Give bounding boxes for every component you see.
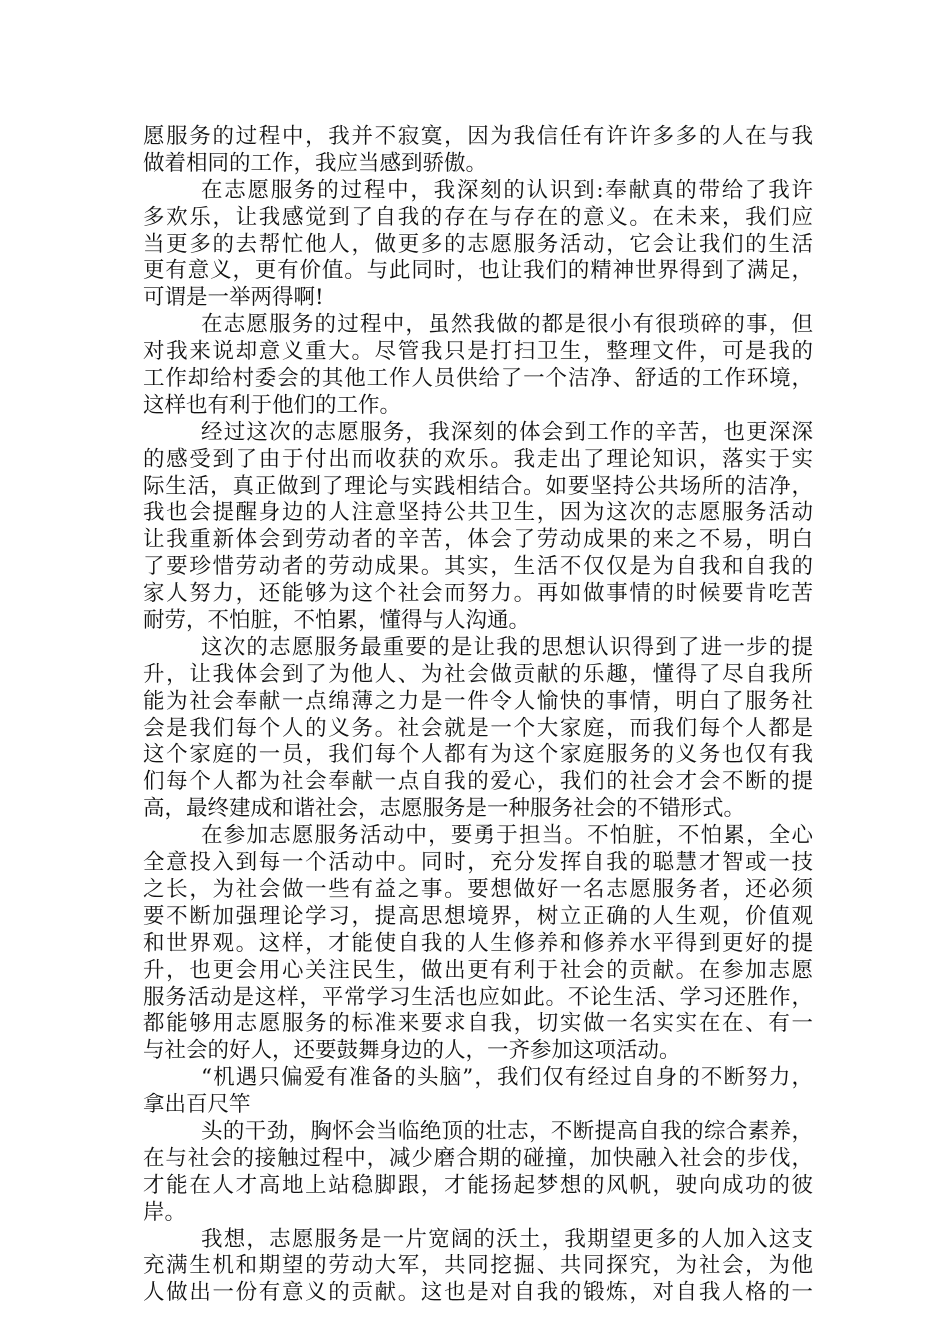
text-line: 更有意义，更有价值。与此同时，也让我们的精神世界得到了满足，: [143, 258, 813, 284]
text-line: 际生活，真正做到了理论与实践相结合。如要坚持公共场所的洁净，: [143, 473, 813, 499]
text-line: 这个家庭的一员，我们每个人都有为这个家庭服务的义务也仅有我: [143, 742, 813, 768]
document-page: [143, 124, 813, 1307]
text-line: “机遇只偏爱有准备的头脑”，我们仅有经过自身的不断努力，: [201, 1065, 813, 1091]
text-line: 充满生机和期望的劳动大军，共同挖掘、共同探究，为社会，为他: [143, 1253, 813, 1279]
text-line: 头的干劲，胸怀会当临绝顶的壮志，不断提高自我的综合素养，: [201, 1118, 813, 1144]
text-line: 才能在人才高地上站稳脚跟，才能扬起梦想的风帆，驶向成功的彼: [143, 1172, 813, 1198]
text-line: 的感受到了由于付出而收获的欢乐。我走出了理论知识，落实于实: [143, 446, 813, 472]
text-line: 耐劳，不怕脏，不怕累，懂得与人沟通。: [143, 608, 531, 634]
text-line: 能为社会奉献一点绵薄之力是一件令人愉快的事情，明白了服务社: [143, 688, 813, 714]
text-line: 要不断加强理论学习，提高思想境界，树立正确的人生观，价值观: [143, 903, 813, 929]
text-line: 在志愿服务的过程中，我深刻的认识到:奉献真的带给了我许: [201, 177, 813, 203]
text-line: 了要珍惜劳动者的劳动成果。其实，生活不仅仅是为自我和自我的: [143, 554, 813, 580]
text-line: 可谓是一举两得啊!: [143, 285, 324, 311]
text-line: 升，也更会用心关注民生，做出更有利于社会的贡献。在参加志愿: [143, 957, 813, 983]
text-line: 拿出百尺竿: [143, 1092, 251, 1118]
document-body: [143, 124, 813, 1307]
text-line: 在与社会的接触过程中，减少磨合期的碰撞，加快融入社会的步伐，: [143, 1145, 813, 1171]
text-line: 当更多的去帮忙他人，做更多的志愿服务活动，它会让我们的生活: [143, 231, 813, 257]
text-line: 愿服务的过程中，我并不寂寞，因为我信任有许许多多的人在与我: [143, 124, 813, 149]
text-line: 全意投入到每一个活动中。同时，充分发挥自我的聪慧才智或一技: [143, 850, 813, 876]
text-line: 多欢乐，让我感觉到了自我的存在与存在的意义。在未来，我们应: [143, 204, 813, 230]
text-line: 让我重新体会到劳动者的辛苦，体会了劳动成果的来之不易，明白: [143, 527, 813, 553]
text-line: 做着相同的工作，我应当感到骄傲。: [143, 150, 488, 176]
text-line: 都能够用志愿服务的标准来要求自我，切实做一名实实在在、有一: [143, 1011, 813, 1037]
text-line: 在参加志愿服务活动中，要勇于担当。不怕脏，不怕累，全心: [201, 823, 813, 849]
text-line: 之长，为社会做一些有益之事。要想做好一名志愿服务者，还必须: [143, 876, 813, 902]
text-line: 在志愿服务的过程中，虽然我做的都是很小有很琐碎的事，但: [201, 312, 813, 338]
text-line: 高，最终建成和谐社会，志愿服务是一种服务社会的不错形式。: [143, 796, 746, 822]
text-line: 服务活动是这样，平常学习生活也应如此。不论生活、学习还胜作，: [143, 984, 813, 1010]
text-line: 工作却给村委会的其他工作人员供给了一个洁净、舒适的工作环境，: [143, 366, 813, 392]
text-line: 经过这次的志愿服务，我深刻的体会到工作的辛苦，也更深深: [201, 419, 813, 445]
text-line: 岸。: [143, 1199, 187, 1225]
text-line: 家人努力，还能够为这个社会而努力。再如做事情的时候要肯吃苦: [143, 581, 813, 607]
text-line: 我想，志愿服务是一片宽阔的沃土，我期望更多的人加入这支: [201, 1226, 813, 1252]
text-line: 我也会提醒身边的人注意坚持公共卫生，因为这次的志愿服务活动: [143, 500, 813, 526]
text-line: 人做出一份有意义的贡献。这也是对自我的锻炼，对自我人格的一: [143, 1280, 813, 1306]
text-line: 对我来说却意义重大。尽管我只是打扫卫生，整理文件，可是我的: [143, 339, 813, 365]
text-line: 们每个人都为社会奉献一点自我的爱心，我们的社会才会不断的提: [143, 769, 813, 795]
text-line: 和世界观。这样，才能使自我的人生修养和修养水平得到更好的提: [143, 930, 813, 956]
text-line: 与社会的好人，还要鼓舞身边的人，一齐参加这项活动。: [143, 1038, 681, 1064]
text-line: 这样也有利于他们的工作。: [143, 392, 402, 418]
text-line: 升，让我体会到了为他人、为社会做贡献的乐趣，懂得了尽自我所: [143, 661, 813, 687]
text-line: 会是我们每个人的义务。社会就是一个大家庭，而我们每个人都是: [143, 715, 813, 741]
text-line: 这次的志愿服务最重要的是让我的思想认识得到了进一步的提: [201, 634, 813, 660]
